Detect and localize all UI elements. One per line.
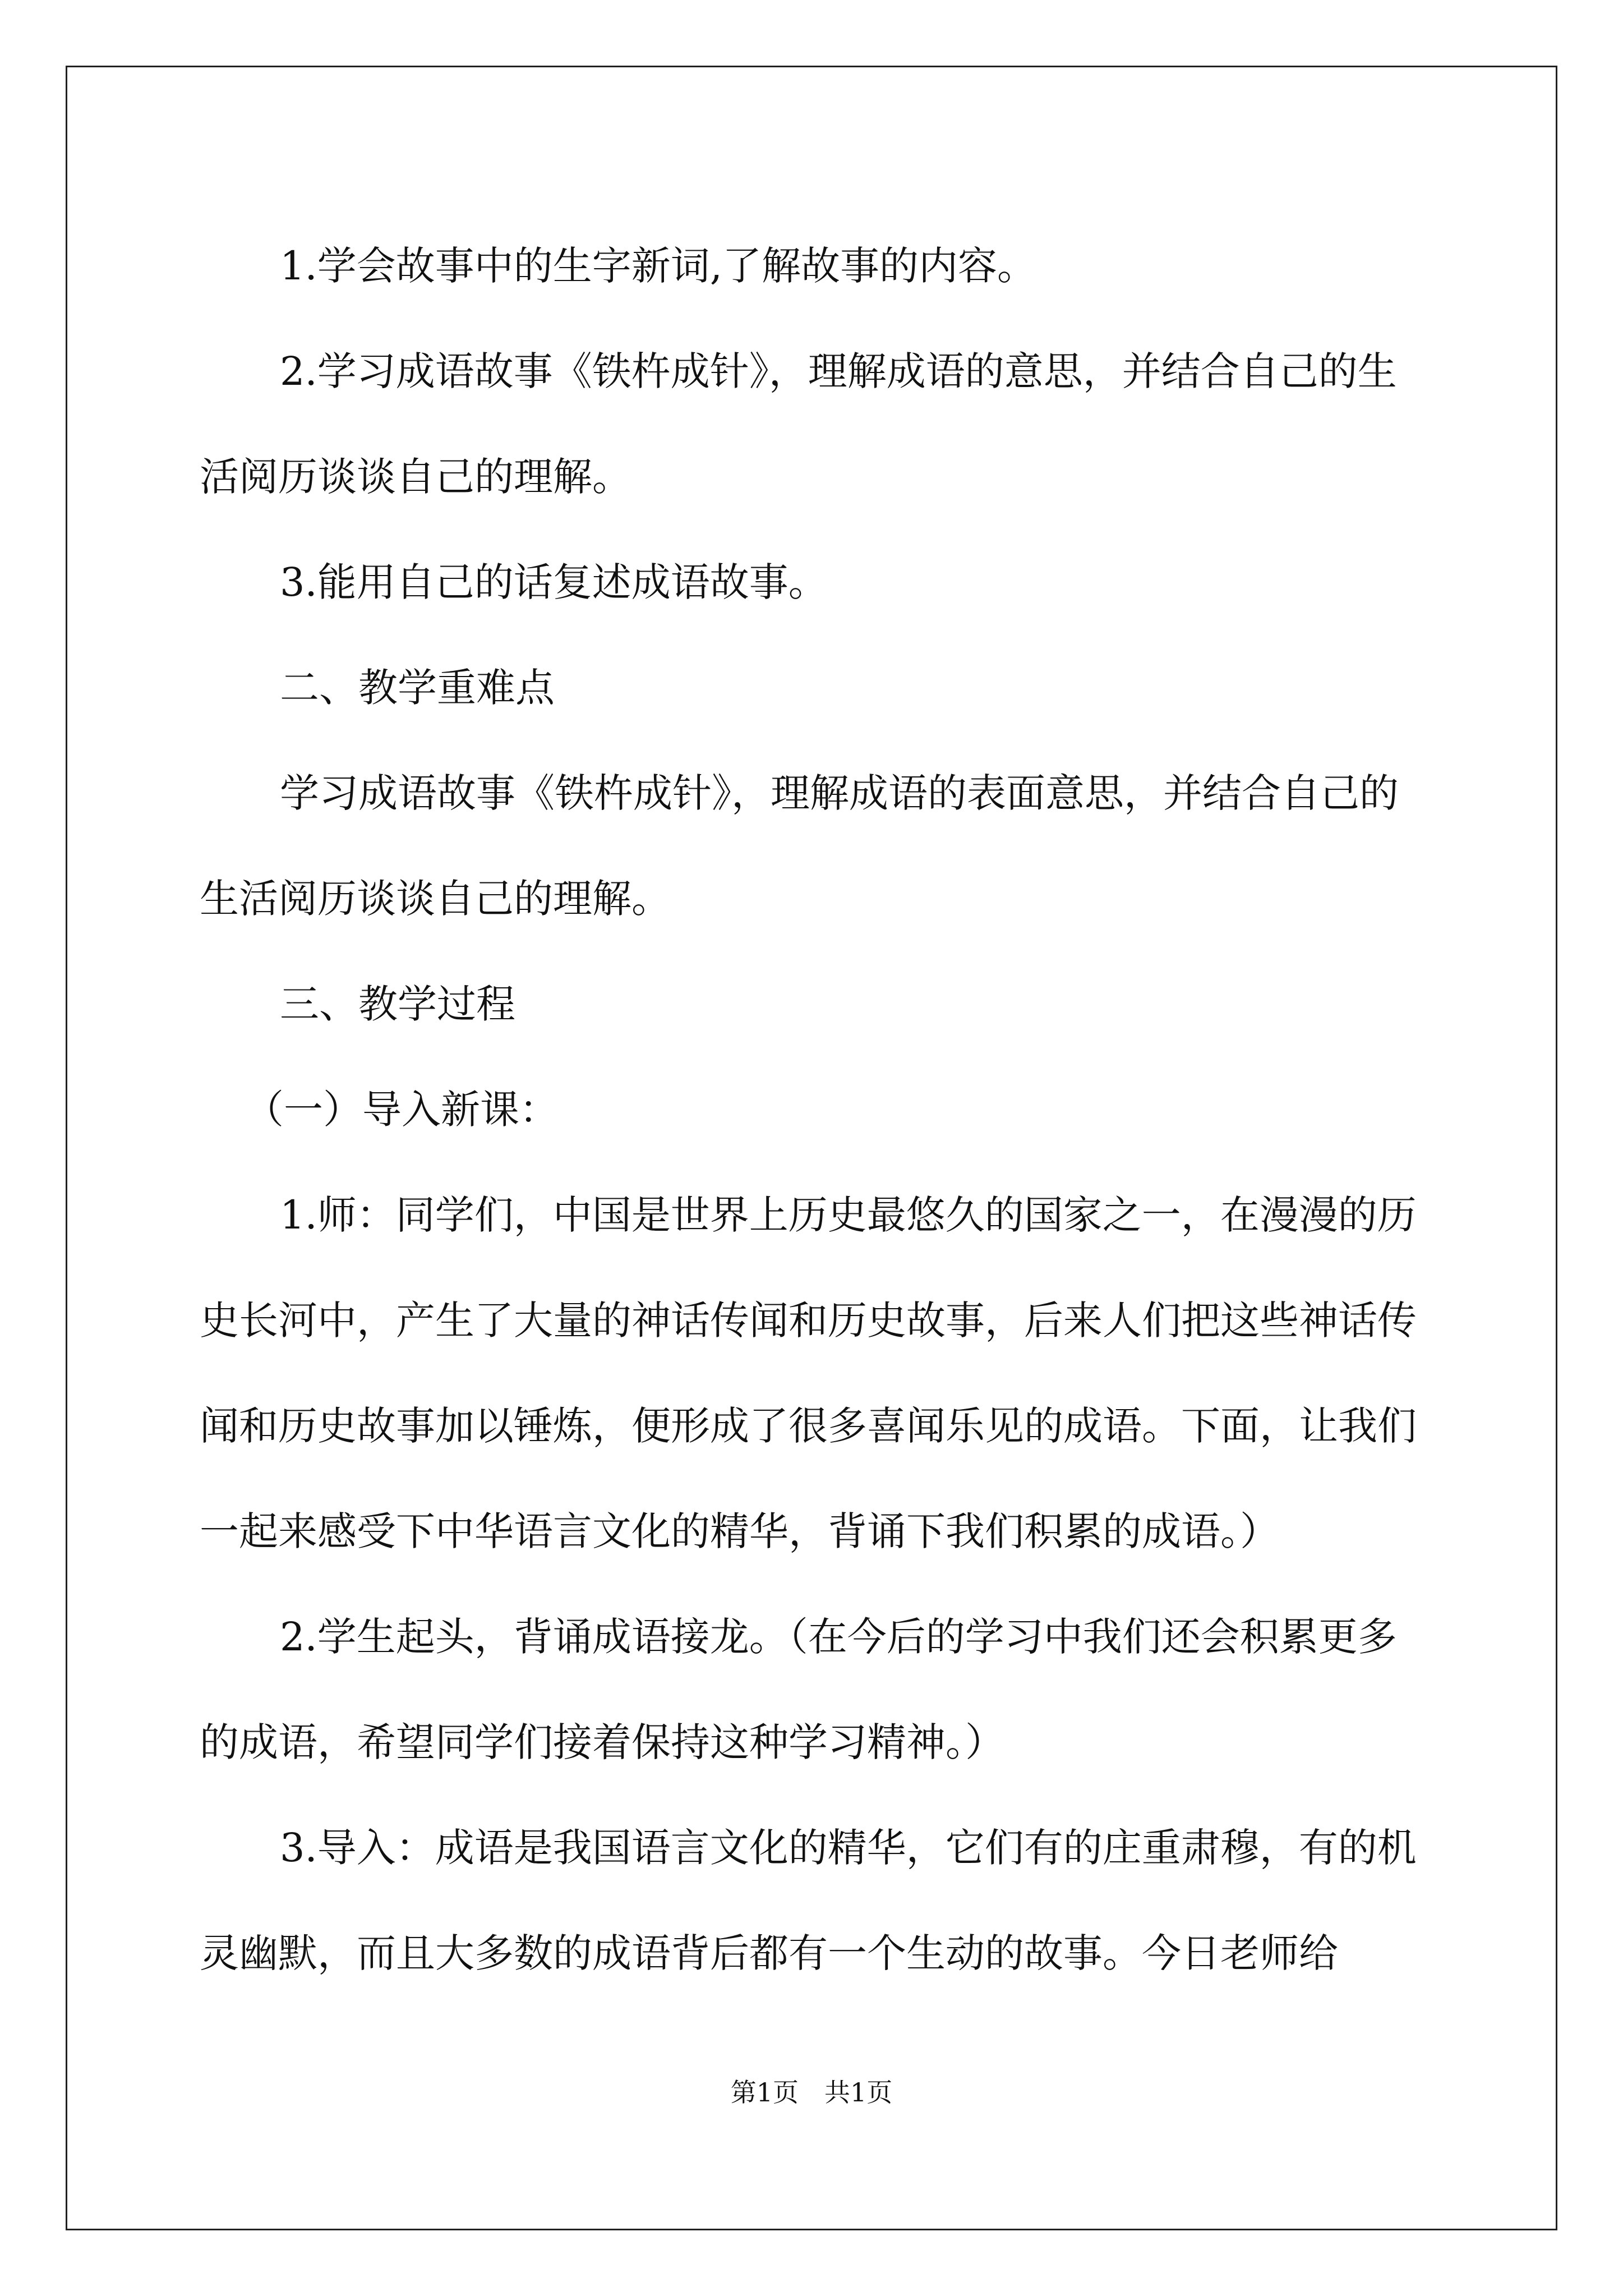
subsection-heading-intro: （一）导入新课：	[245, 1087, 559, 1133]
paragraph-teacher-intro: 1.师：同学们，中国是世界上历史最悠久的国家之一，在漫漫的历史长河中，产生了大量的神话传闻和历史故事，后来人们把这些神话传闻和历史故事加以锤炼，便形成了很多喜闻乐见的成语。下面，让我们一起来感受下中华语言文化的精华，背诵下我们积累的成语。）	[200, 1192, 1417, 1554]
section-heading-key-points: 二、教学重难点	[280, 665, 555, 711]
document-body	[200, 213, 1433, 2006]
paragraph-student-recite: 2.学生起头，背诵成语接龙。（在今后的学习中我们还会积累更多的成语，希望同学们接着保持这种学习精神。）	[200, 1614, 1397, 1765]
paragraph-objective-3: 3.能用自己的话复述成语故事。	[280, 559, 828, 605]
paragraph-lead-in: 3.导入：成语是我国语言文化的精华，它们有的庄重肃穆，有的机灵幽默，而且大多数的成语背后都有一个生动的故事。今日老师给	[200, 1825, 1417, 1976]
paragraph-key-points: 学习成语故事《铁杵成针》，理解成语的表面意思，并结合自己的生活阅历谈谈自己的理解。	[200, 770, 1399, 922]
paragraph-objective-1: 1.学会故事中的生字新词,了解故事的内容。	[280, 243, 1037, 289]
paragraph-objective-2: 2.学习成语故事《铁杵成针》，理解成语的意思，并结合自己的生活阅历谈谈自己的理解。	[200, 348, 1397, 500]
section-heading-process: 三、教学过程	[280, 981, 515, 1027]
page-footer: 第1页 共1页	[730, 2077, 893, 2108]
